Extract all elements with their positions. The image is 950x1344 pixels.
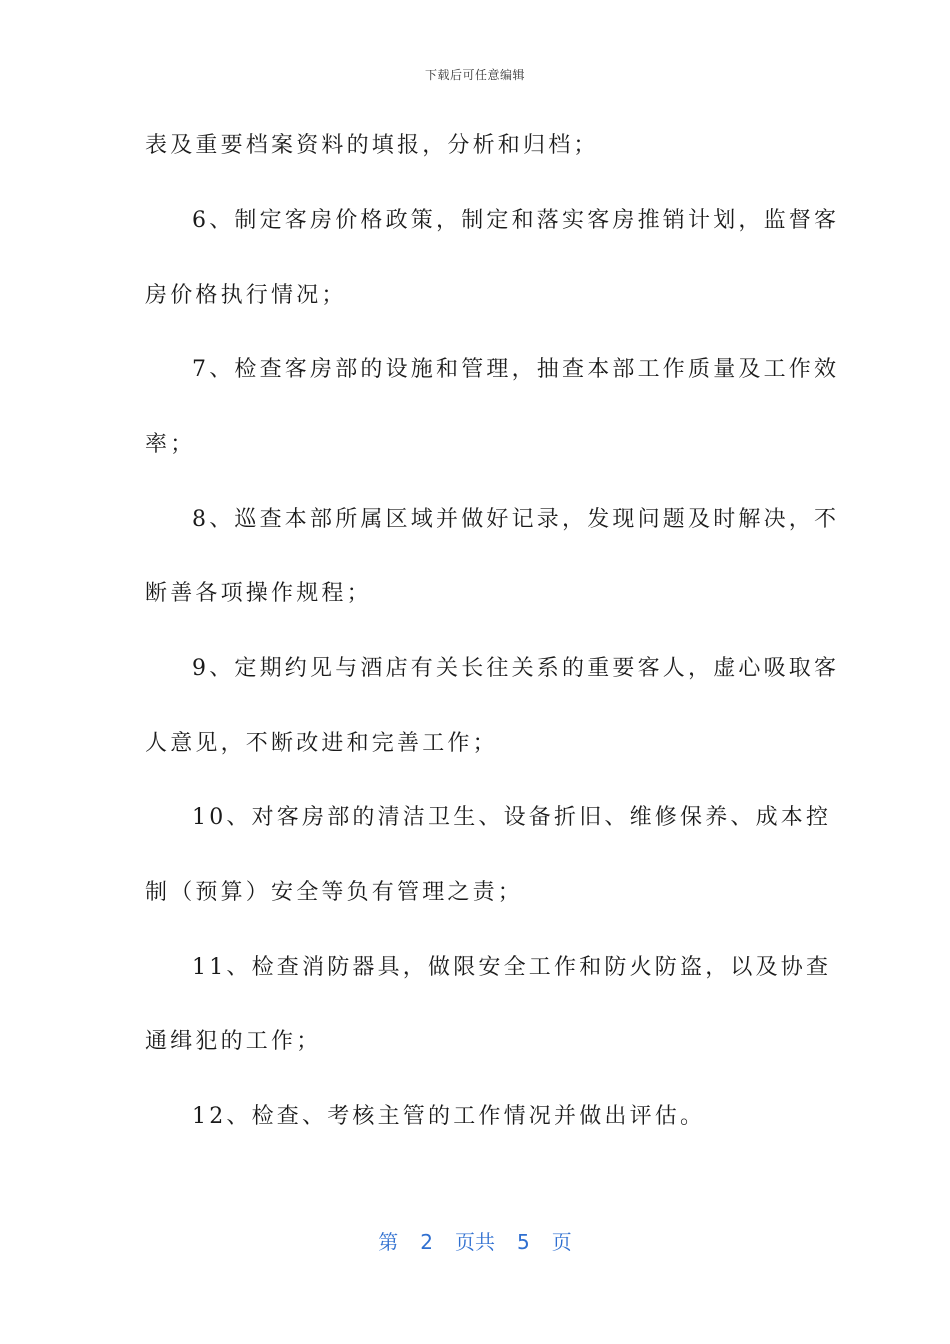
page-footer	[0, 1226, 950, 1255]
footer-prefix: 第	[378, 1230, 399, 1254]
body-line: 人意见，不断改进和完善工作；	[145, 731, 498, 756]
body-line: 8、巡查本部所属区域并做好记录，发现问题及时解决，不	[192, 507, 840, 532]
page-header-note: 下载后可任意编辑	[424, 68, 525, 82]
body-line: 11、检查消防器具，做限安全工作和防火防盗，以及协查	[192, 955, 832, 980]
body-line: 通缉犯的工作；	[145, 1029, 322, 1054]
body-line: 房价格执行情况；	[145, 283, 347, 308]
body-line: 6、制定客房价格政策，制定和落实客房推销计划，监督客	[192, 208, 840, 233]
body-line: 率；	[145, 432, 196, 457]
body-line: 表及重要档案资料的填报，分析和归档；	[145, 133, 599, 158]
body-line: 断善各项操作规程；	[145, 581, 372, 606]
body-line: 10、对客房部的清洁卫生、设备折旧、维修保养、成本控	[192, 805, 832, 830]
body-line: 9、定期约见与酒店有关长往关系的重要客人，虚心吸取客	[192, 656, 840, 681]
footer-middle: 页共	[455, 1230, 495, 1254]
footer-suffix: 页	[551, 1230, 572, 1254]
body-line: 12、检查、考核主管的工作情况并做出评估。	[192, 1104, 706, 1129]
footer-total-pages: 5	[517, 1230, 530, 1254]
body-line: 制（预算）安全等负有管理之责；	[145, 880, 524, 905]
footer-current-page: 2	[420, 1230, 433, 1254]
body-line: 7、检查客房部的设施和管理，抽查本部工作质量及工作效	[192, 357, 840, 382]
